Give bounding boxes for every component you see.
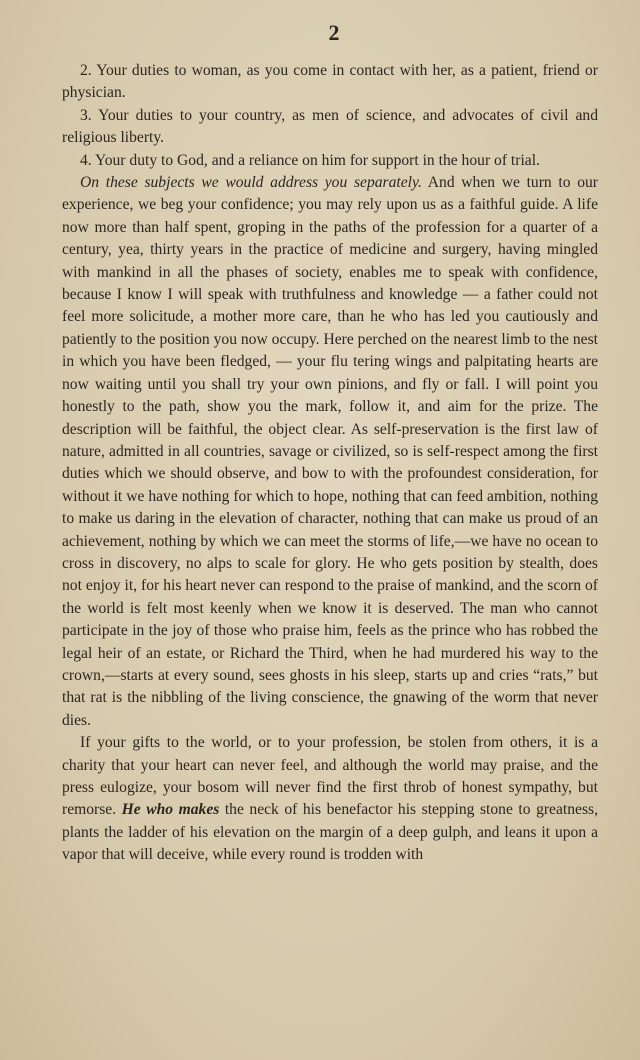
paragraph-text: 3. Your duties to your country, as men of science, and advocates of civil and religious liberty. [62, 106, 598, 147]
paragraph-experience [62, 172, 598, 732]
paragraph-duty-country [62, 105, 598, 150]
paragraph-gifts [62, 732, 598, 866]
paragraph-text: 4. Your duty to God, and a reliance on him for support in the hour of trial. [80, 151, 540, 169]
paragraph-duty-god [62, 150, 598, 172]
paragraph-lead-italic: On these subjects we would address you separately. [80, 174, 422, 192]
paragraph-text: And when we turn to our experience, we beg your confidence; you may rely upon us as a faithful guide. A life now more than half spent, groping in the paths of the profession for a quarter of a century, yea, thirty years in the practice of medicine and surgery, having mingled with mankind in all the phases of society, enables me to speak with confidence, because I know I will speak with truthfulness and knowledge — a father could not feel more solicitude, a mother more care, than he who has led you cautiously and patiently to the position you now occupy. Here perched on the nearest limb to the nest in which you have been fledged, — your flu tering wings and palpitating hearts are now waiting until you shall try your own pinions, and fly or fall. I will point you honestly to the path, show you the mark, follow it, and aim for the prize. The description will be faithful, the object clear. As self-preservation is the first law of nature, admitted in all countries, savage or civilized, so is self-respect among the first duties which we should observe, and bow to with the profoundest consideration, for without it we have nothing for which to hope, nothing that can feed ambition, nothing to make us daring in the elevation of character, nothing that can make us proud of an achievement, nothing by which we can meet the storms of life,—we have no ocean to cross in discovery, no alps to scale for glory. He who gets position by stealth, does not enjoy it, for his heart never can respond to the praise of mankind, and the scorn of the world is felt most keenly when we know it is deserved. The man who cannot participate in the joy of those who praise him, feels as the prince who has robbed the legal heir of an estate, or Richard the Third, when he had murdered his way to the crown,—starts at every sound, sees ghosts in his sleep, starts up and cries “rats,” but that rat is the nibbling of the living conscience, the gnawing of the worm that never dies. [62, 174, 598, 729]
paragraph-text: If your gifts to the world, or to your profession, be stolen from others, it is a charity that your heart can never feel, and although the world may praise, and the press eulogize, your bosom will never find the first throb of honest sympathy, but remorse. [62, 734, 598, 819]
paragraph-emphasis: He who makes [116, 801, 220, 819]
paragraph-duty-woman [62, 60, 598, 105]
paragraph-text: 2. Your duties to woman, as you come in contact with her, as a patient, friend or physician. [62, 62, 598, 102]
paragraph-tail: the neck of his benefactor his stepping stone to greatness, plants the ladder of his elevation on the margin of a deep gulph, and leans it upon a vapor that will deceive, while every round is trodden with [62, 801, 598, 864]
page-number: 2 [328, 20, 340, 45]
